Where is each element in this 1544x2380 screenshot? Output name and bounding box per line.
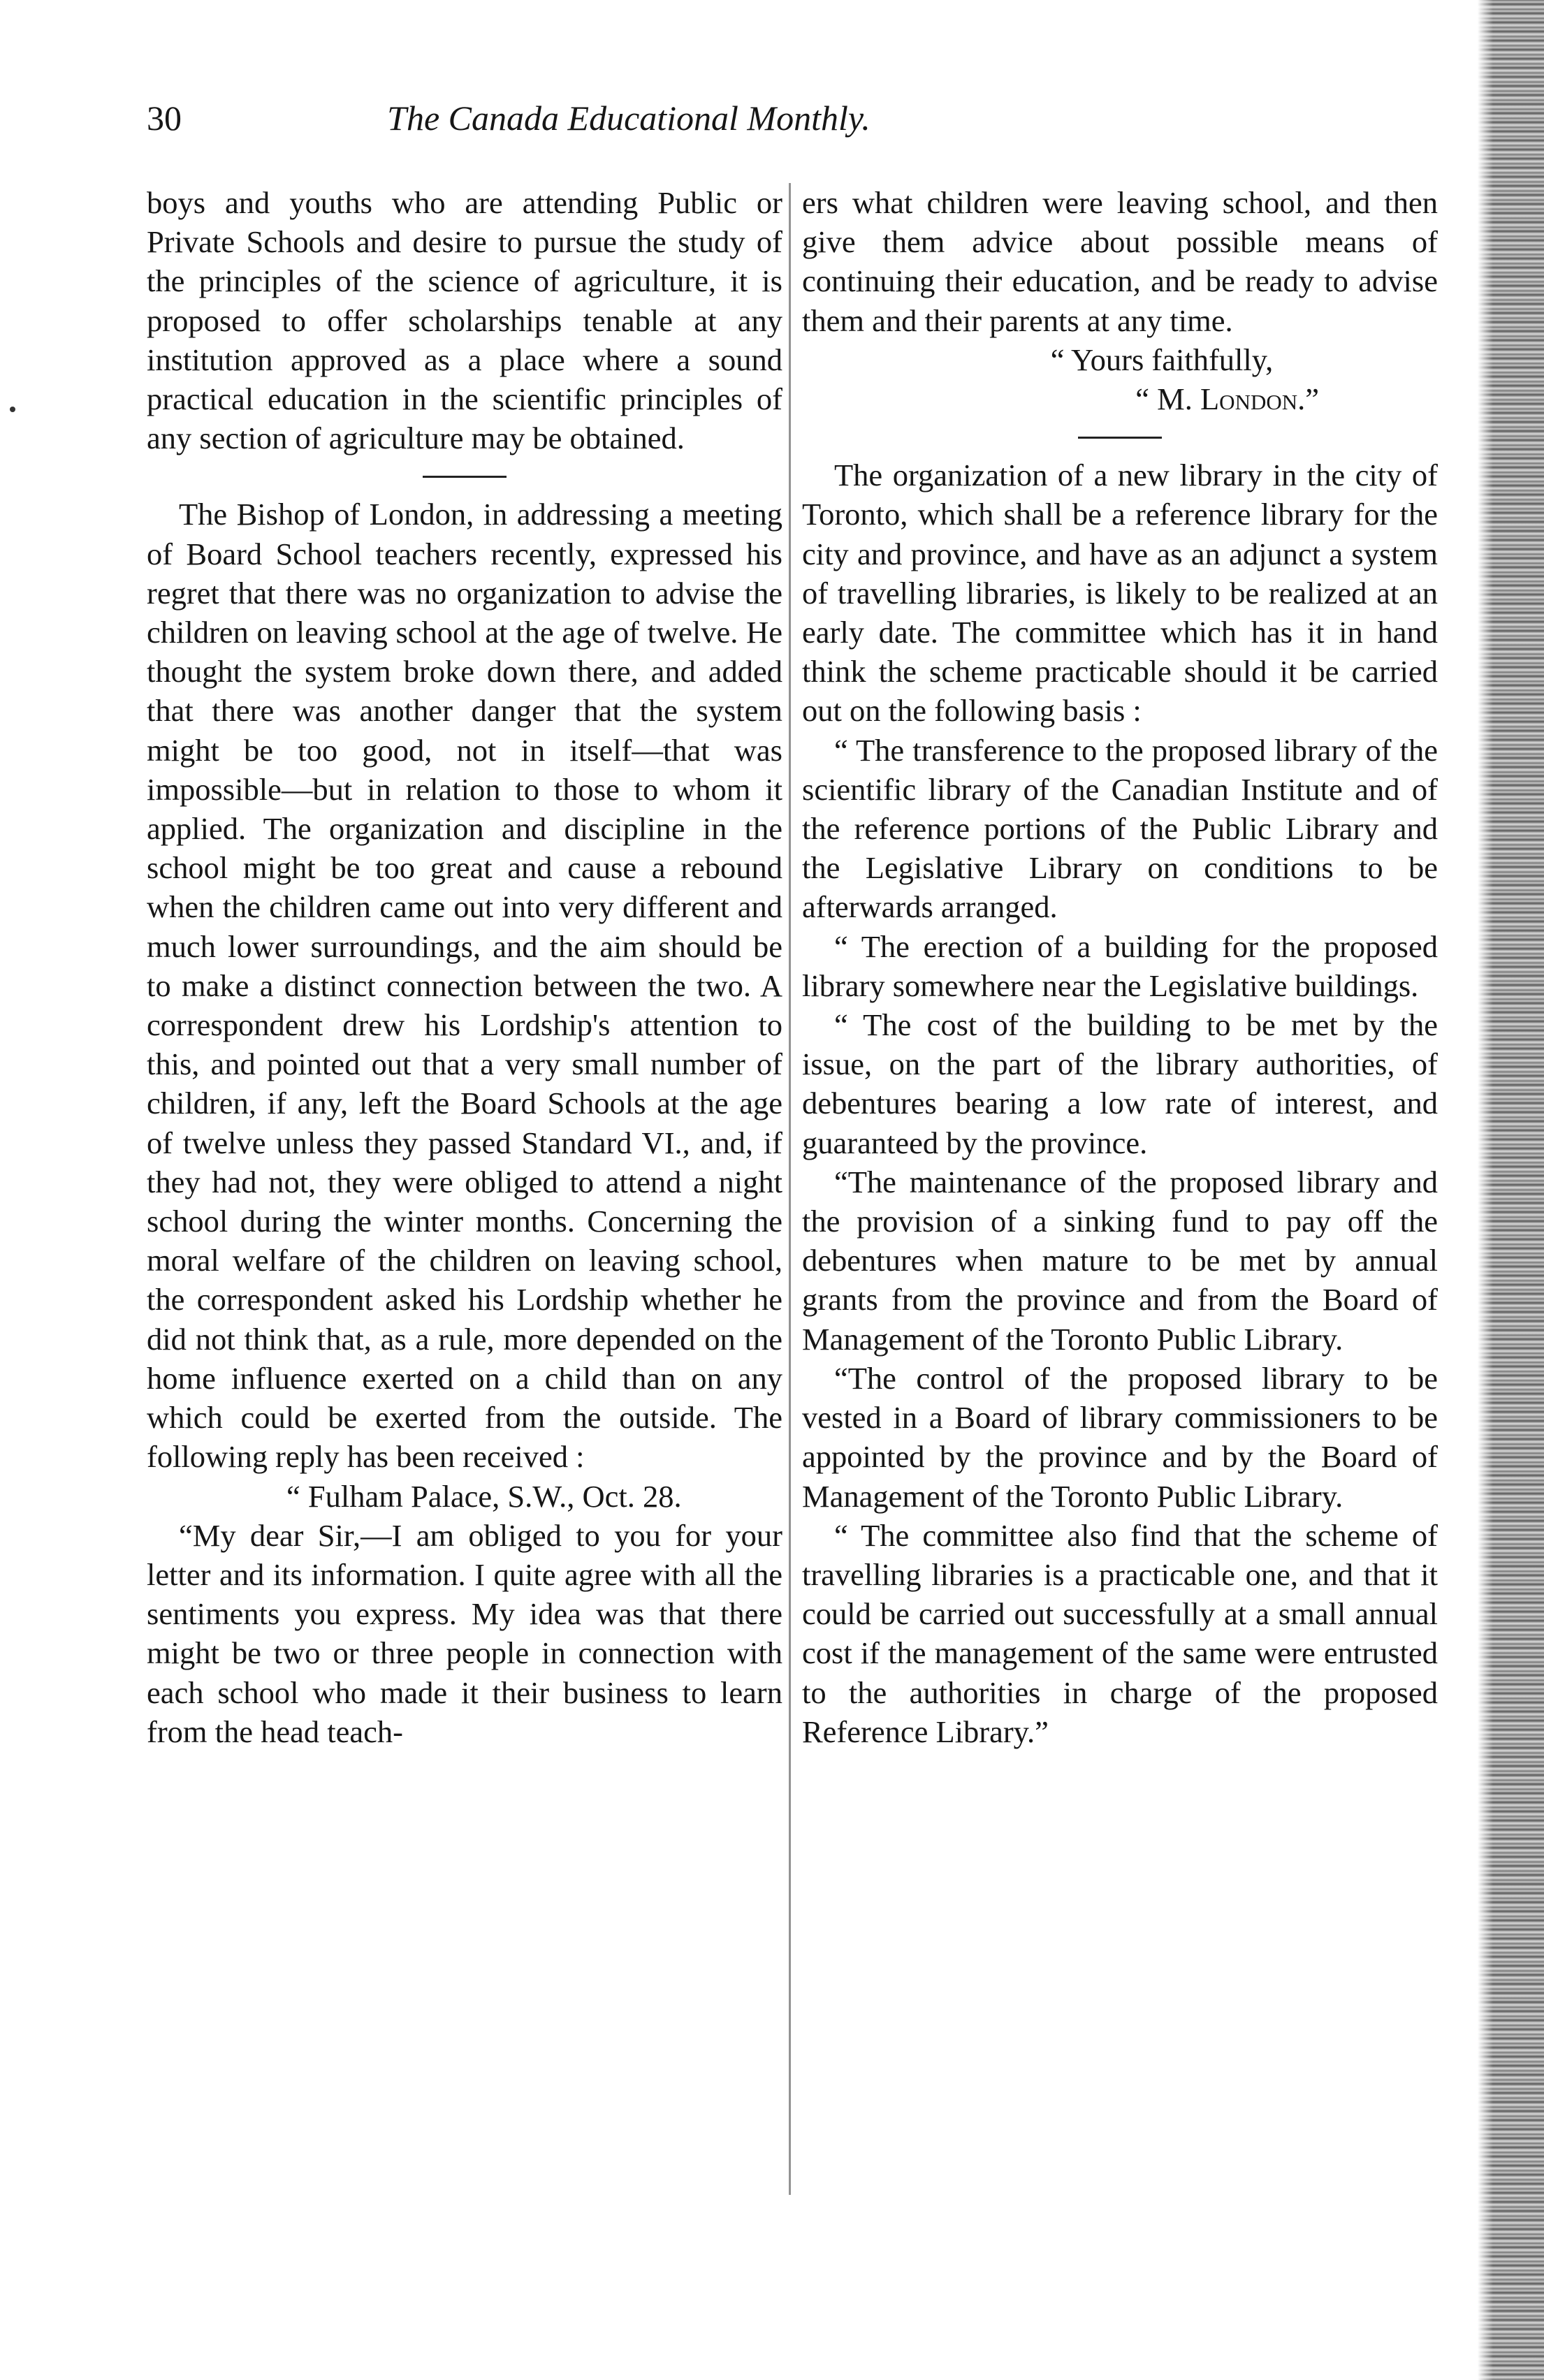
left-paragraph-bishop-of-london: The Bishop of London, in addressing a meeting of Board School teachers recently, expressed his regret that there was no organization to advise the children on leaving school at the age of twelve. He thought the system broke down there, and added that there was another danger that the system might be too good, not in itself—that was impossible—but in relation to those to whom it applied. The organization and discipline in the school might be too great and cause a rebound when the children came out into very different and much lower surroundings, and the aim should be to make a distinct connection between the two. A correspondent drew his Lordship's attention to this, and pointed out that a very small number of children, if any, left the Board Schools at the age of twelve unless they passed Standard VI., and, if they had not, they were obliged to attend a night school during the winter months. Concerning the moral welfare of the children on leaving school, the correspondent asked his Lordship whether he did not think that, as a rule, more depended on the home influence exerted on a child than on any which could be exerted from the outside. The following reply has been received : [147,497,782,1475]
basis-item-transference: “ The transference to the proposed library of the scientific library of the Canadian Institute and of the reference portions of the Public Library and the Legislative Library on conditions to be afterwards arranged. [802,732,1438,925]
letter-body-continued: ers what children were leaving school, and then give them advice about possible means of continuing their education, and be ready to advise them and their parents at any time. [802,185,1438,338]
page-number: 30 [147,98,182,138]
left-paragraph-scholarships: boys and youths who are attending Public or Private Schools and desire to pursue the study of the principles of the science of agriculture, it is proposed to offer scholarships tenable at any institution approved as a place where a sound practical education in the scientific principles of any section of agriculture may be obtained. [147,185,782,456]
right-column [802,183,1438,1751]
basis-item-maintenance: “The maintenance of the proposed library and the provision of a sinking fund to pay off the debentures when mature to be met by annual grants from the province and from the Board of Management of the Toronto Public Library. [802,1164,1438,1357]
basis-item-cost: “ The cost of the building to be met by the issue, on the part of the library authorities, of debentures bearing a low rate of interest, and guaranteed by the province. [802,1007,1438,1160]
column-divider [789,183,791,2195]
letter-closing: “ Yours faithfully, [1050,342,1274,377]
left-column [147,183,782,1751]
basis-item-erection: “ The erection of a building for the proposed library somewhere near the Legislative buildings. [802,928,1438,1003]
letter-dateline: “ Fulham Palace, S.W., Oct. 28. [286,1478,682,1514]
letter-body: “My dear Sir,—I am obliged to you for your letter and its information. I quite agree with all the sentiments you express. My idea was that there might be two or three people in connection with each school who made it their business to learn from the head teach- [147,1517,782,1749]
section-divider [1078,437,1162,439]
basis-item-control: “The control of the proposed library to be vested in a Board of library commissioners to be appointed by the province and by the Board of Management of the Toronto Public Library. [802,1360,1438,1514]
right-paragraph-toronto-library: The organization of a new library in the city of Toronto, which shall be a reference library for the city and province, and have as an adjunct a system of travelling libraries, is likely to be realized at an early date. The committee which has it in hand think the scheme practicable should it be carried out on the following basis : [802,458,1438,729]
scanned-page-edge [1478,0,1544,2380]
running-title: The Canada Educational Monthly. [387,98,871,138]
section-divider [423,476,507,478]
page-header [147,98,1111,154]
scan-speck [10,407,15,412]
letter-signature [802,379,1438,418]
signature-name: London.” [1200,381,1319,417]
signature-prefix: “ M. [1135,381,1200,417]
basis-item-travelling-libraries: “ The committee also find that the scheme of travelling libraries is a practicable one, and that it could be carried out successfully at a small annual cost if the management of the same were entrusted to the authorities in charge of the proposed Reference Library.” [802,1517,1438,1749]
